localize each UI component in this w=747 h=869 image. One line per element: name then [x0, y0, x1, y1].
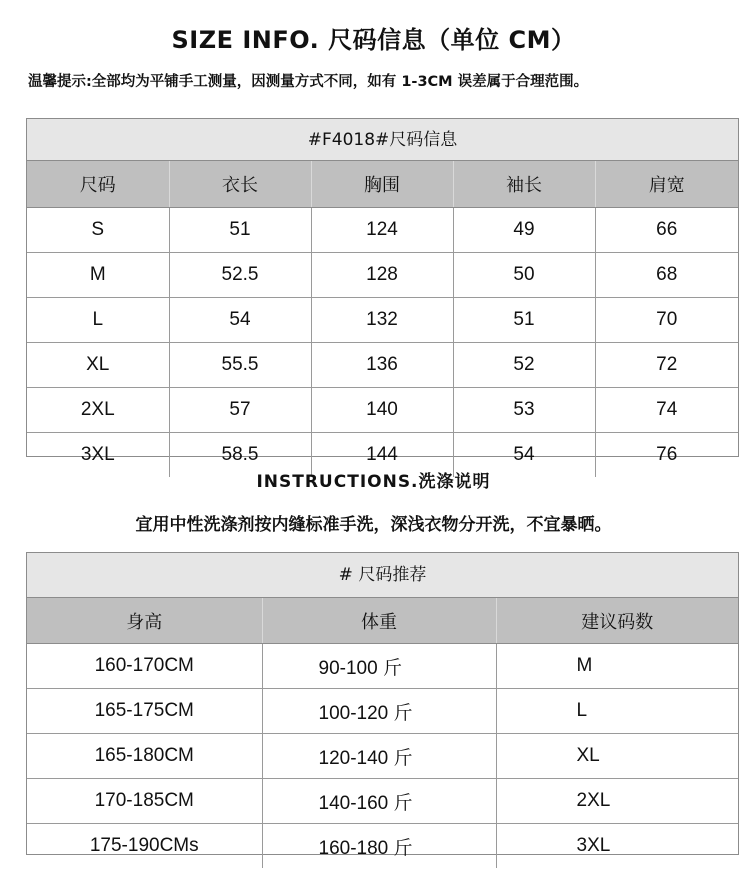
table-row	[27, 343, 738, 388]
column-header-length: 衣长	[169, 161, 311, 208]
table-cell: XL	[496, 734, 738, 779]
table-cell: L	[496, 689, 738, 734]
column-header-shoulder: 肩宽	[595, 161, 738, 208]
table-cell: 50	[453, 253, 595, 298]
size-recommend-table-block	[26, 552, 739, 859]
table-cell: 136	[311, 343, 453, 388]
table-cell: 140-160 斤	[262, 779, 496, 824]
column-header-weight: 体重	[262, 598, 496, 644]
table-cell: 144	[311, 433, 453, 478]
table-cell: 49	[453, 208, 595, 253]
column-header-chest: 胸围	[311, 161, 453, 208]
column-header-size: 尺码	[27, 161, 169, 208]
table-cell: M	[27, 253, 169, 298]
table-cell: 72	[595, 343, 738, 388]
table-cell: 165-175CM	[27, 689, 262, 734]
table-cell: 175-190CMs	[27, 824, 262, 869]
table-row	[27, 779, 738, 824]
measurement-note: 温馨提示:全部均为平铺手工测量，因测量方式不同，如有 1-3CM 误差属于合理范围。	[28, 74, 589, 90]
table-row	[27, 734, 738, 779]
table-cell: 52	[453, 343, 595, 388]
table-cell: 51	[453, 298, 595, 343]
table-cell: 100-120 斤	[262, 689, 496, 734]
table-cell: 3XL	[27, 433, 169, 478]
table-row	[27, 298, 738, 343]
recommend-table-header-row	[27, 598, 738, 644]
table-cell: 58.5	[169, 433, 311, 478]
table-cell: 140	[311, 388, 453, 433]
table-cell: 52.5	[169, 253, 311, 298]
size-info-table	[27, 161, 738, 477]
table-row	[27, 689, 738, 734]
table-cell: 54	[169, 298, 311, 343]
size-recommend-table	[27, 598, 738, 868]
table-cell: 2XL	[27, 388, 169, 433]
table-cell: 68	[595, 253, 738, 298]
size-table-header-row	[27, 161, 738, 208]
table-cell: XL	[27, 343, 169, 388]
table-row	[27, 253, 738, 298]
table-cell: 55.5	[169, 343, 311, 388]
column-header-sleeve: 袖长	[453, 161, 595, 208]
size-info-table-block	[26, 118, 739, 465]
page-title: SIZE INFO. 尺码信息（单位 CM）	[171, 26, 576, 54]
table-cell: L	[27, 298, 169, 343]
table-row	[27, 824, 738, 869]
table-row	[27, 388, 738, 433]
size-table-caption: #F4018#尺码信息	[27, 119, 738, 161]
table-cell: 74	[595, 388, 738, 433]
recommend-table-caption: # 尺码推荐	[27, 553, 738, 598]
table-cell: 76	[595, 433, 738, 478]
table-cell: 66	[656, 219, 678, 240]
table-cell: 128	[311, 253, 453, 298]
table-cell: 165-180CM	[27, 734, 262, 779]
table-cell: 51	[169, 208, 311, 253]
table-row	[27, 208, 738, 253]
table-cell: 124	[311, 208, 453, 253]
table-cell: 2XL	[496, 779, 738, 824]
column-header-suggested-size: 建议码数	[496, 598, 738, 644]
table-cell: 132	[311, 298, 453, 343]
column-header-height: 身高	[27, 598, 262, 644]
instructions-title: INSTRUCTIONS.洗涤说明	[256, 472, 491, 492]
table-cell: M	[576, 655, 593, 676]
instructions-text: 宜用中性洗涤剂按内缝标准手洗，深浅衣物分开洗，不宜暴晒。	[135, 515, 612, 535]
table-row	[27, 644, 738, 689]
table-cell: 3XL	[496, 824, 738, 869]
table-cell: 170-185CM	[27, 779, 262, 824]
table-cell: S	[27, 208, 169, 253]
table-cell: 70	[595, 298, 738, 343]
table-cell: 53	[453, 388, 595, 433]
table-cell: 160-170CM	[27, 644, 262, 689]
table-cell: 160-180 斤	[262, 824, 496, 869]
table-cell: 120-140 斤	[262, 734, 496, 779]
table-cell: 90-100 斤	[262, 644, 496, 689]
table-cell: 57	[169, 388, 311, 433]
table-cell: 54	[453, 433, 595, 478]
